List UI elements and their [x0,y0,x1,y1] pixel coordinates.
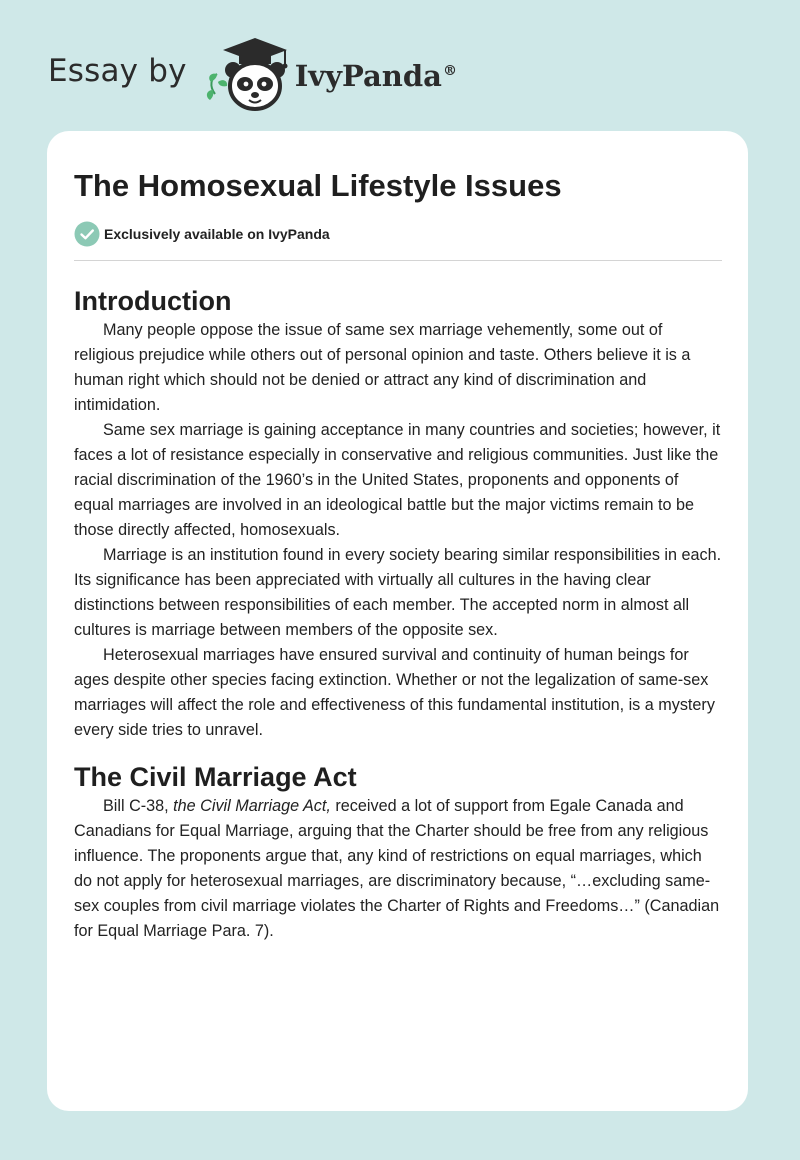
paragraph [74,794,722,944]
badge-text: Exclusively available on IvyPanda [104,226,330,242]
registered-mark: ® [442,63,457,80]
section-civil-marriage-act [74,760,722,944]
check-circle-icon [74,221,100,247]
brand-prefix: Essay by [48,53,187,89]
paragraph-rest: received a lot of support from Egale Canada and Canadians for Equal Marriage, arguing that the Charter should be free from any religious influence. The proponents argue that, any kind of restrictions on equal marriages, which do not apply for heterosexual marriages, are discriminatory because, “…excluding same-sex couples from civil marriage violates the Charter of Rights and Freedoms…” (Canadian for Equal Marriage Para. 7). [74,797,720,940]
paragraph: Marriage is an institution found in every society bearing similar responsibilities in each. Its significance has been appreciated with virtually all cultures in the having clear distinctions between responsibilities of each member. The accepted norm in almost all cultures is marriage between members of the opposite sex. [74,546,722,639]
site-header [48,34,457,114]
brand-name [295,59,457,93]
paragraph: Many people oppose the issue of same sex marriage vehemently, some out of religious prejudice while others out of personal opinion and taste. Others believe it is a human right which should not be denied or attract any kind of discrimination and intimidation. [74,321,691,414]
panda-graduate-icon [201,34,293,114]
essay-card [47,131,748,1111]
paragraph-lead: Bill C-38, [103,797,174,815]
section-heading: Introduction [74,286,232,316]
brand-name-text: IvyPanda [294,59,442,93]
divider [74,260,722,261]
section-introduction [74,284,722,743]
paragraph: Heterosexual marriages have ensured survival and continuity of human beings for ages despite other species facing extinction. Whether or not the legalization of same-sex marriages will affect the role and effectiveness of this fundamental institution, is a mystery every side tries to unravel. [74,646,715,739]
section-heading: The Civil Marriage Act [74,762,357,792]
exclusive-badge [74,221,722,247]
paragraph: Same sex marriage is gaining acceptance in many countries and societies; however, it faces a lot of resistance especially in conservative and religious communities. Just like the racial discrimination of the 1960’s in the United States, proponents and opponents of equal marriages are involved in an ideological battle but the major victims remain to be those directly affected, homosexuals. [74,421,721,539]
act-title: the Civil Marriage Act, [173,797,331,815]
page-title: The Homosexual Lifestyle Issues [74,168,562,203]
